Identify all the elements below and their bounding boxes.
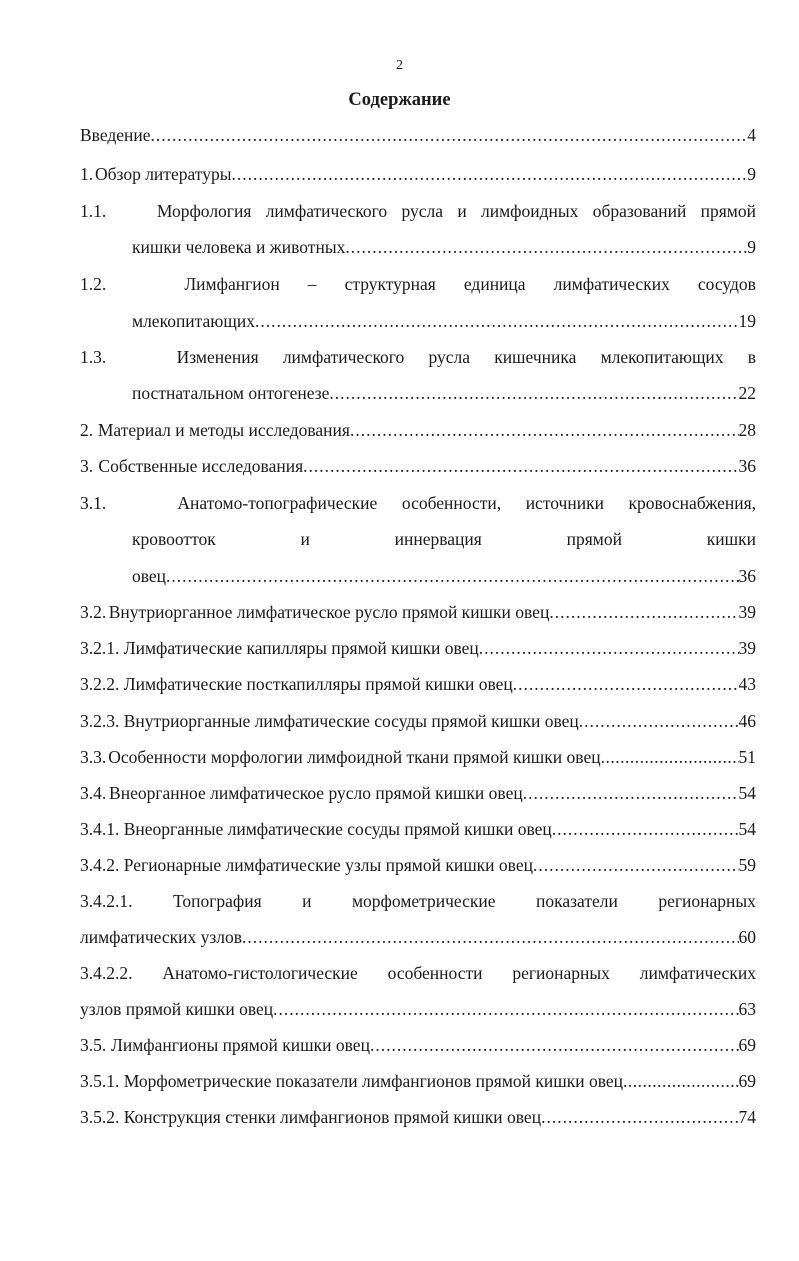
toc-word: и (300, 529, 310, 549)
dot-leader (345, 236, 747, 258)
toc-entry-3-5-1 (80, 1070, 756, 1092)
toc-entry-number: 3.5. (80, 1035, 107, 1055)
toc-entry-text: Лимфангионы прямой кишки овец (111, 1035, 370, 1055)
toc-entry-3-1-line-2 (132, 528, 756, 550)
toc-entry-text: Внеорганное лимфатическое русло прямой кишки овец (109, 783, 523, 803)
toc-entry-number: 1.2. (80, 274, 107, 294)
toc-entry-3-4-2-2-line-2 (80, 998, 756, 1020)
toc-page-number: 39 (738, 638, 756, 658)
dot-leader (350, 419, 739, 441)
toc-word: в (747, 347, 756, 367)
toc-entry-number: 3.2. (80, 602, 107, 622)
toc-entry-text: Материал и методы исследования (97, 420, 350, 440)
toc-word: регионарных (512, 963, 610, 983)
toc-entry-3-4-2 (80, 854, 756, 876)
toc-page-number: 54 (738, 783, 756, 803)
toc-entry-number: 1.3. (80, 347, 107, 367)
toc-word: образований (592, 201, 687, 221)
toc-page-number: 43 (738, 674, 756, 694)
toc-entry-text: овец (132, 566, 167, 586)
toc-entry-text: 3.2.2. Лимфатические посткапилляры прямой кишки овец (80, 674, 513, 694)
toc-entry-text: Внутриорганное лимфатическое русло прямой кишки овец (108, 602, 550, 622)
toc-page-number: 4 (747, 125, 756, 145)
toc-entry-number: 3.1. (80, 493, 107, 513)
toc-entry-text: 3.5.1. Морфометрические показатели лимфангионов прямой кишки овец (80, 1071, 624, 1091)
toc-page-number: 74 (738, 1107, 756, 1127)
toc-word: Лимфангион (184, 274, 280, 294)
toc-word: прямой (700, 201, 756, 221)
toc-page-number: 19 (738, 311, 756, 331)
toc-entry-number: 3. (80, 456, 94, 476)
toc-word: прямой (566, 529, 622, 549)
toc-entry-1-1-line-2 (132, 236, 756, 258)
toc-entry-2 (80, 419, 756, 441)
toc-entry-number: 1. (80, 164, 94, 184)
toc-page-number: 39 (738, 602, 756, 622)
toc-word: структурная (344, 274, 436, 294)
toc-word: Анатомо-топографические (177, 493, 378, 513)
toc-entry-text: постнатальном онтогенезе (132, 383, 330, 403)
toc-word: Изменения (176, 347, 259, 367)
toc-entry-3-4-1 (80, 818, 756, 840)
toc-entry-text: Введение (80, 125, 151, 145)
page-title: Содержание (348, 90, 451, 110)
toc-page-number: 46 (738, 711, 756, 731)
dot-leader (541, 1106, 738, 1128)
toc-entry-text: 3.2.3. Внутриорганные лимфатические сосуды прямой кишки овец (80, 711, 579, 731)
toc-word: русла (428, 347, 471, 367)
toc-entry-number: 1.1. (80, 201, 107, 221)
toc-word: регионарных (658, 891, 756, 911)
toc-page-number: 59 (738, 855, 756, 875)
toc-word: кровоснабжения, (628, 493, 756, 513)
toc-entry-3-2-3 (80, 710, 756, 732)
toc-word: млекопитающих (600, 347, 724, 367)
toc-word: морфометрические (351, 891, 496, 911)
toc-page-number: 60 (738, 927, 756, 947)
toc-entry-1-3-line-2 (132, 382, 756, 404)
dot-leader (166, 565, 738, 587)
toc-page-number: 9 (747, 237, 756, 257)
toc-page-number: 69 (738, 1071, 756, 1091)
toc-word: кишечника (494, 347, 577, 367)
dot-leader (533, 854, 739, 876)
toc-page-number: 69 (738, 1035, 756, 1055)
toc-entry-3 (80, 455, 756, 477)
toc-entry-3-1-line-1 (80, 492, 756, 514)
toc-word: – (307, 274, 317, 294)
toc-page-number: 28 (738, 420, 756, 440)
toc-entry-3-2-1 (80, 637, 756, 659)
toc-word: сосудов (697, 274, 756, 294)
dot-leader (273, 998, 738, 1020)
toc-entry-text: млекопитающих (132, 311, 255, 331)
toc-word: иннервация (394, 529, 482, 549)
dot-leader (329, 382, 738, 404)
toc-word: единица (463, 274, 526, 294)
toc-entry-3-1-line-3 (132, 565, 756, 587)
toc-entry-3-5 (80, 1034, 756, 1056)
toc-entry-number: 3.4. (80, 783, 107, 803)
toc-entry-number: 3.3. (80, 747, 107, 767)
page-number: 2 (396, 58, 403, 73)
toc-word: лимфатических (553, 274, 670, 294)
toc-entry-text: лимфатических узлов (80, 927, 243, 947)
toc-entry-number: 3.4.2.2. (80, 963, 133, 983)
toc-entry-1 (80, 163, 756, 185)
dot-leader (303, 455, 738, 477)
toc-entry-3-4-2-2-line-1 (80, 962, 756, 984)
toc-word: особенности, (401, 493, 502, 513)
toc-entry-3-3 (80, 746, 756, 768)
toc-page-number: 54 (738, 819, 756, 839)
toc-word: лимфатического (265, 201, 388, 221)
dot-leader (601, 746, 739, 768)
toc-entry-text: Особенности морфологии лимфоидной ткани прямой кишки овец (108, 747, 601, 767)
toc-page-number: 51 (738, 747, 756, 767)
toc-entry-1-2-line-2 (132, 310, 756, 332)
toc-word: лимфатических (639, 963, 756, 983)
toc-entry-number: 2. (80, 420, 94, 440)
toc-entry-text: узлов прямой кишки овец (80, 999, 274, 1019)
dot-leader (579, 710, 739, 732)
dot-leader (479, 637, 739, 659)
toc-word: и (457, 201, 467, 221)
toc-entry-1-2-line-1 (80, 273, 756, 295)
toc-entry-text: Обзор литературы (94, 164, 232, 184)
toc-entry-text: 3.2.1. Лимфатические капилляры прямой кишки овец (80, 638, 479, 658)
toc-entry-text: 3.4.2. Регионарные лимфатические узлы прямой кишки овец (80, 855, 533, 875)
dot-leader (231, 163, 747, 185)
dot-leader (552, 818, 739, 840)
dot-leader (255, 310, 739, 332)
toc-entry-1-1-line-1 (80, 200, 756, 222)
toc-word: Топография (172, 891, 262, 911)
toc-entry-3-4 (80, 782, 756, 804)
toc-word: показатели (536, 891, 618, 911)
dot-leader (523, 782, 739, 804)
dot-leader (513, 673, 739, 695)
toc-page-number: 36 (738, 566, 756, 586)
toc-page-number: 22 (738, 383, 756, 403)
toc-page-number: 9 (747, 164, 756, 184)
toc-entry-text: 3.4.1. Внеорганные лимфатические сосуды прямой кишки овец (80, 819, 552, 839)
toc-word: Морфология (156, 201, 252, 221)
toc-entry-number: 3.4.2.1. (80, 891, 133, 911)
toc-word: и (302, 891, 312, 911)
toc-word: лимфоидных (480, 201, 579, 221)
dot-leader (549, 601, 738, 623)
dot-leader (242, 926, 738, 948)
toc-word: особенности (387, 963, 483, 983)
toc-word: кишки (706, 529, 756, 549)
toc-entry-text: 3.5.2. Конструкция стенки лимфангионов прямой кишки овец (80, 1107, 542, 1127)
toc-word: лимфатического (282, 347, 405, 367)
toc-entry-intro (80, 124, 756, 146)
toc-entry-3-5-2 (80, 1106, 756, 1128)
toc-entry-1-3-line-1 (80, 346, 756, 368)
toc-entry-3-2 (80, 601, 756, 623)
toc-entry-text: Собственные исследования (98, 456, 304, 476)
toc-entry-3-4-2-1-line-2 (80, 926, 756, 948)
toc-entry-3-2-2 (80, 673, 756, 695)
toc-page-number: 36 (738, 456, 756, 476)
toc-page-number: 63 (738, 999, 756, 1019)
toc-word: кровоотток (132, 529, 216, 549)
dot-leader (370, 1034, 739, 1056)
toc-word: русла (401, 201, 444, 221)
toc-entry-text: кишки человека и животных (132, 237, 346, 257)
toc-word: Анатомо-гистологические (162, 963, 358, 983)
dot-leader (151, 124, 748, 146)
toc-entry-3-4-2-1-line-1 (80, 890, 756, 912)
toc-word: источники (525, 493, 604, 513)
dot-leader (623, 1070, 738, 1092)
